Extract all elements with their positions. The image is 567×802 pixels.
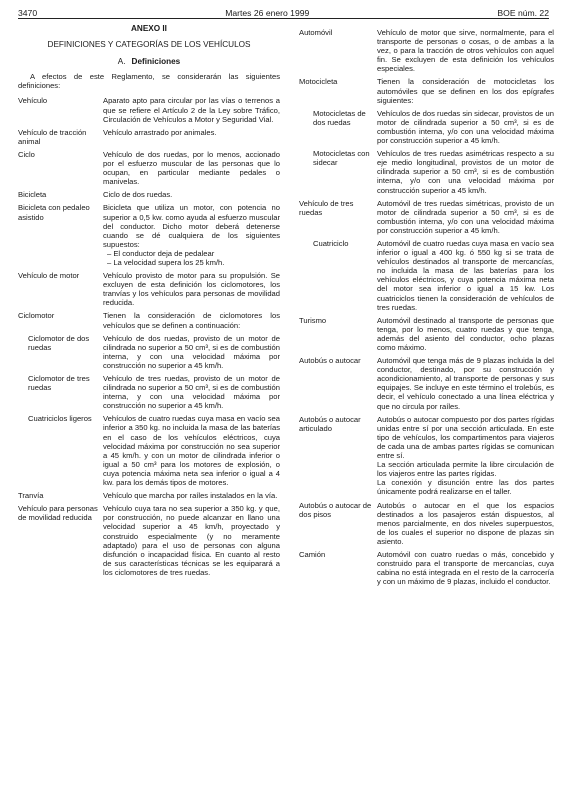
- section-heading: [18, 57, 280, 66]
- definition-term: Automóvil: [299, 28, 333, 37]
- definition-paragraph: La sección articulada permite la libre circulación de los viajeros entre las partes rígidas.: [377, 460, 554, 479]
- annex-title: ANEXO II: [131, 24, 167, 33]
- definition-term: Bicicleta: [18, 190, 47, 200]
- definition-paragraph: Automóvil que tenga más de 9 plazas incluida la del conductor, destinado, por su construcción y acondicionamiento, al transporte de personas y sus equipajes. Se incluye en este término el trolebús, es decir, el vehículo conectado a una línea eléctrica y que no circula por raíles.: [377, 356, 554, 411]
- definition-paragraph: Aparato apto para circular por las vías o terrenos a que se refiere el Artículo 2 de la Ley sobre Tráfico, Circulación de Vehículos a Motor y Seguridad Vial.: [103, 96, 280, 124]
- definition-term: Vehículo de tres ruedas: [299, 198, 354, 217]
- definition-term: Autobús o autocar de dos pisos: [299, 500, 372, 519]
- definition-term: Vehículo de motor: [18, 271, 80, 281]
- definition-term: Camión: [299, 549, 326, 559]
- definition-paragraph: Automóvil destinado al transporte de personas que tenga, por lo menos, cuatro ruedas y que tenga, además del asiento del conductor, ocho plazas como máximo.: [377, 315, 554, 352]
- definition-text: [103, 491, 280, 500]
- definition-paragraph: Ciclo de dos ruedas.: [103, 190, 173, 200]
- publication-date: Martes 26 enero 1999: [225, 8, 310, 18]
- definition-text: [377, 199, 554, 235]
- definition-entry: [299, 109, 554, 145]
- definition-text: [103, 150, 280, 186]
- definition-entry: [18, 491, 280, 500]
- definition-paragraph: Vehículos de tres ruedas asimétricas respecto a su eje medio longitudinal, provistos de un motor de cilindrada superior a 50 cm³, si es de combustión interna, y/o con una velocidad máxima por construcción superior a 45 km/h.: [377, 149, 554, 195]
- definition-term: Vehículo de tracción animal: [18, 127, 87, 146]
- definition-entry: [18, 311, 280, 329]
- definition-paragraph: Vehículo de tres ruedas, provisto de un motor de cilindrada no superior a 50 cm³, si es de combustión interna, y con una velocidad máxima por construcción no superior a 45 km/h.: [103, 374, 280, 411]
- definition-text: [103, 504, 280, 577]
- definition-term: Ciclomotor: [18, 311, 55, 321]
- definition-paragraph: Vehículo que marcha por raíles instalados en la vía.: [103, 491, 278, 501]
- definition-text: [377, 239, 554, 312]
- definition-text: [377, 550, 554, 586]
- definition-text: [103, 374, 280, 410]
- definition-entry: [18, 334, 280, 370]
- bulletin-number: BOE núm. 22: [497, 8, 549, 18]
- definition-term: Cuatriciclos ligeros: [28, 414, 92, 424]
- definition-term: Motocicleta: [299, 77, 338, 87]
- annex-subtitle: DEFINICIONES Y CATEGORÍAS DE LOS VEHÍCULOS: [47, 40, 251, 50]
- definition-entry: [299, 199, 554, 235]
- definition-entry: [18, 271, 280, 307]
- section-title: Definiciones: [131, 57, 181, 67]
- definition-text: [377, 356, 554, 411]
- page-header: [18, 4, 549, 18]
- definition-term: Tranvía: [18, 491, 44, 501]
- definition-paragraph: – El conductor deja de pedalear: [107, 248, 215, 258]
- definition-paragraph: Automóvil con cuatro ruedas o más, concebido y construido para el transporte de mercancías, cuya cabina no está integrada en el resto de la carrocería y con un máximo de 9 plazas, incluido el conductor.: [377, 549, 554, 587]
- definition-paragraph: Vehículo cuya tara no sea superior a 350 kg. y que, por construcción, no puede alcanzar en llano una velocidad superior a 45 km/h, proyectado y construido especialmente (y no meramente adaptado) para el uso de personas con alguna disfunción o incapacidad física. En cuanto al resto de sus características técnicas se les equiparará a los ciclomotores de tres ruedas.: [103, 504, 280, 577]
- definition-term: Cuatriciclo: [313, 238, 349, 248]
- section-number: A.: [117, 57, 126, 67]
- definition-entry: [299, 77, 554, 104]
- definition-entry: [18, 96, 280, 123]
- right-definitions-list: [299, 24, 554, 586]
- definition-term: Autobús o autocar: [299, 356, 361, 366]
- definition-term: Autobús o autocar articulado: [299, 414, 361, 433]
- definition-text: [377, 109, 554, 145]
- definition-term: Vehículo: [18, 96, 48, 106]
- definition-paragraph: Vehículo arrastrado por animales.: [103, 127, 217, 137]
- definition-text: [377, 501, 554, 546]
- definition-paragraph: Vehículos de dos ruedas sin sidecar, provistos de un motor de cilindrada superior a 50 cm³, si es de combustión interna, y/o con una velocidad máxima por construcción superior a 45 km/h.: [377, 108, 554, 146]
- definition-text: [103, 190, 280, 199]
- intro-paragraph: A efectos de este Reglamento, se considerarán las siguientes definiciones:: [18, 72, 280, 91]
- definition-term: Motocicletas con sidecar: [313, 149, 370, 168]
- right-column: [299, 24, 554, 586]
- definition-text: [377, 28, 554, 73]
- definition-entry: [18, 203, 280, 267]
- definition-entry: [18, 504, 280, 577]
- definition-term: Ciclo: [18, 149, 35, 159]
- definition-entry: [299, 316, 554, 352]
- definition-paragraph: Tienen la consideración de ciclomotores los vehículos que se definen a continuación:: [103, 311, 280, 330]
- definition-paragraph: Autobús o autocar en el que los espacios destinados a los pasajeros están dispuestos, al menos parcialmente, en dos niveles superpuestos, de los cuales el superior no dispone de plazas sin asiento.: [377, 500, 554, 546]
- definition-text: [103, 311, 280, 329]
- definition-entry: [299, 501, 554, 546]
- definition-paragraph: Autobús o autocar compuesto por dos partes rígidas unidas entre sí por una sección articulada. En este tipo de vehículos, los compartimentos para viajeros de cada una de ambas partes rígidas se comunican entre sí.: [377, 414, 554, 461]
- definition-text: [377, 149, 554, 194]
- definition-paragraph: Tienen la consideración de motocicletas los automóviles que se definen en los dos epígrafes siguientes:: [377, 77, 554, 105]
- definition-entry: [299, 356, 554, 411]
- definition-entry: [18, 150, 280, 186]
- definition-entry: [18, 190, 280, 199]
- definition-text: [377, 316, 554, 352]
- definition-paragraph: Vehículo de dos ruedas, provisto de un motor de cilindrada no superior a 50 cm³, si es de combustión interna, y con una velocidad máxima por construcción no superior a 45 km/h.: [103, 333, 280, 370]
- definition-text: [103, 203, 280, 267]
- definition-paragraph: Automóvil de cuatro ruedas cuya masa en vacío sea inferior o igual a 400 kg. ó 550 kg si se trata de vehículos destinados al transporte de mercancías, no incluida la masa de las baterías para los vehículos eléctricos, y cuya potencia máxima neta del motor sea inferior o igual a 15 kw. Los cuatriciclos tienen la consideración de vehículos de tres ruedas.: [377, 238, 554, 312]
- definition-text: [103, 334, 280, 370]
- definition-text: [377, 415, 554, 497]
- definition-entry: [18, 414, 280, 487]
- definition-paragraph: Vehículo provisto de motor para su propulsión. Se excluyen de esta definición los ciclomotores, los tranvías y los vehículos para personas de movilidad reducida.: [103, 271, 280, 308]
- definition-term: Motocicletas de dos ruedas: [313, 108, 366, 127]
- left-column: [18, 24, 280, 577]
- definition-text: [103, 96, 280, 123]
- definition-paragraph: La conexión y disunción entre las dos partes únicamente podrá realizarse en el taller.: [377, 478, 554, 497]
- definition-paragraph: – La velocidad supera los 25 km/h.: [107, 257, 225, 267]
- definition-entry: [299, 239, 554, 312]
- definition-paragraph: Automóvil de tres ruedas simétricas, provisto de un motor de cilindrada superior a 50 cm³, si es de combustión interna, y/o con una velocidad máxima por construcción superior a 45 km/h.: [377, 198, 554, 235]
- definition-entry: [18, 128, 280, 146]
- definition-term: Ciclomotor de dos ruedas: [28, 333, 90, 352]
- header-rule: [18, 18, 549, 19]
- definition-term: Ciclomotor de tres ruedas: [28, 374, 90, 393]
- definition-text: [103, 271, 280, 307]
- definition-term: Turismo: [299, 315, 327, 325]
- left-definitions-list: [18, 92, 280, 577]
- definition-text: [103, 128, 280, 146]
- definition-paragraph: Vehículo de dos ruedas, por lo menos, accionado por el esfuerzo muscular de las personas que lo ocupan, en particular mediante pedales o manivelas.: [103, 149, 280, 187]
- definition-text: [377, 77, 554, 104]
- definition-term: Bicicleta con pedaleo asistido: [18, 203, 90, 222]
- definition-entry: [18, 374, 280, 410]
- definition-entry: [299, 415, 554, 497]
- definition-entry: [299, 550, 554, 586]
- definition-entry: [299, 28, 554, 73]
- definition-entry: [299, 149, 554, 194]
- definition-paragraph: Vehículos de cuatro ruedas cuya masa en vacío sea inferior a 350 kg. no incluida la masa de las baterías en el caso de los vehículos eléctricos, cuya velocidad máxima por construcción no sea superior a 45 km/h. y con un motor de cilindrada inferior o igual a 50 cm³ para los motores de explosión, o cuya potencia máxima neta sea inferior o igual a 4 kw. para los demás tipos de motores.: [103, 414, 280, 488]
- definition-text: [103, 414, 280, 487]
- page-number: 3470: [18, 8, 38, 18]
- definition-paragraph: Vehículo de motor que sirve, normalmente, para el transporte de personas o cosas, o de ambas a la vez, o para la tracción de otros vehículos con aquel fin. Se excluyen de esta definición los vehículos especiales.: [377, 28, 554, 74]
- definition-term: Vehículo para personas de movilidad reducida: [18, 504, 98, 523]
- definition-paragraph: Bicicleta que utiliza un motor, con potencia no superior a 0,5 kw. como ayuda al esfuerzo muscular del conductor. Dicho motor deberá detenerse cuando se dé cualquiera de los siguientes supuestos:: [103, 203, 280, 249]
